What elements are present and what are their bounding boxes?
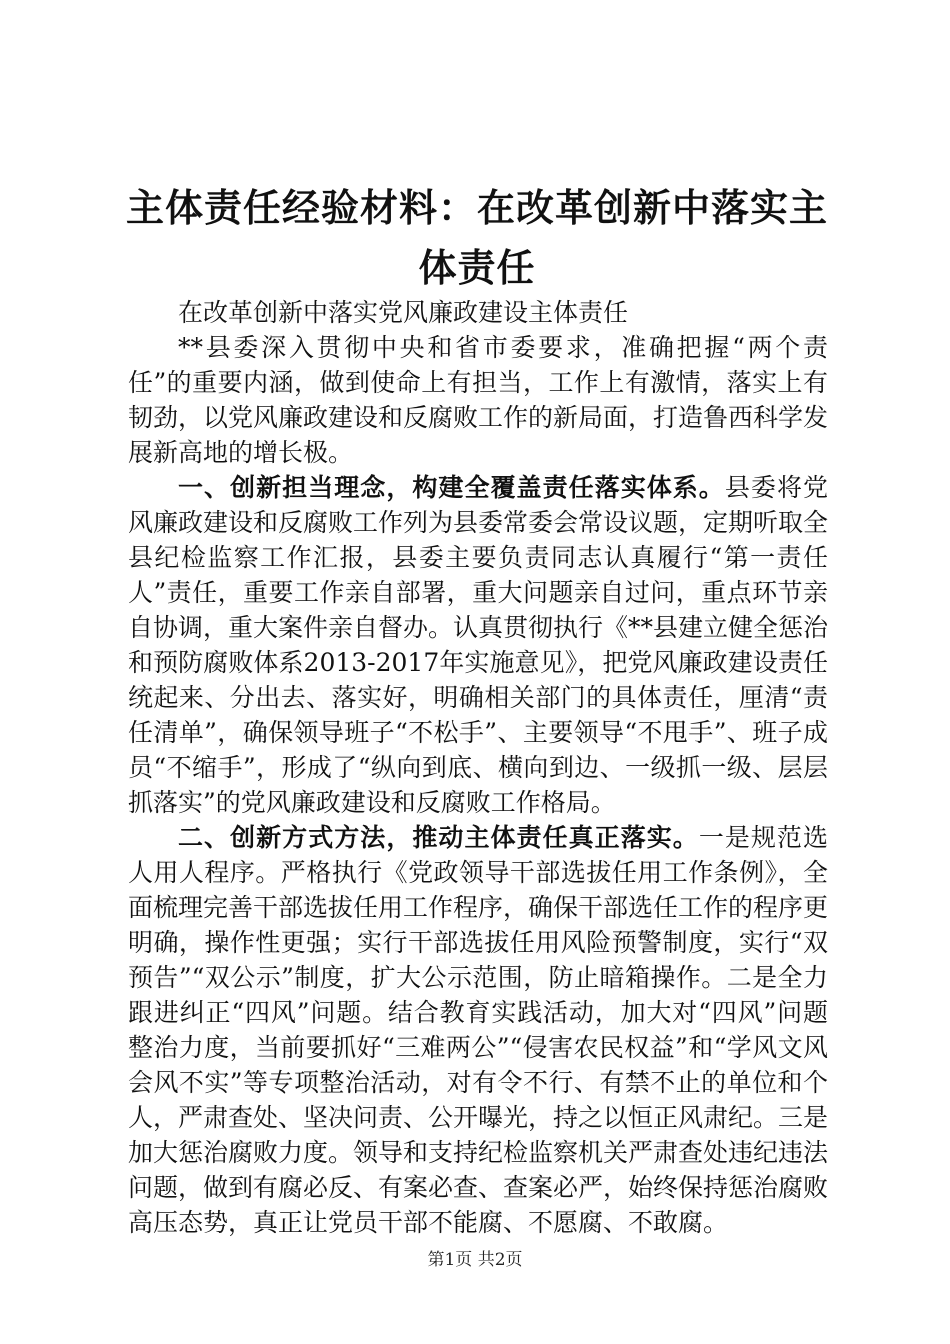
section-paragraph-1 xyxy=(128,470,828,820)
section-text-1: 县委将党风廉政建设和反腐败工作列为县委常委会常设议题，定期听取全县纪检监察工作汇报，县委主要负责同志认真履行“第一责任人”责任，重要工作亲自部署，重大问题亲自过问，重点环节亲自协调，重大案件亲自督办。认真贯彻执行《**县建立健全惩治和预防腐败体系2013-2017年实施意见》，把党风廉政建设责任统起来、分出去、落实好，明确相关部门的具体责任，厘清“责任清单”，确保领导班子“不松手”、主要领导“不甩手”、班子成员“不缩手”，形成了“纵向到底、横向到边、一级抓一级、层层抓落实”的党风廉政建设和反腐败工作格局。 xyxy=(128,473,829,817)
section-paragraph-2 xyxy=(128,820,828,1240)
intro-paragraph: **县委深入贯彻中央和省市委要求，准确把握“两个责任”的重要内涵，做到使命上有担当，工作上有激情，落实上有韧劲，以党风廉政建设和反腐败工作的新局面，打造鲁西科学发展新高地的增长极。 xyxy=(128,333,829,467)
section-heading-2: 二、创新方式方法，推动主体责任真正落实。 xyxy=(178,823,699,852)
section-heading-1: 一、创新担当理念，构建全覆盖责任落实体系。 xyxy=(178,473,725,502)
section-text-2: 一是规范选人用人程序。严格执行《党政领导干部选拔任用工作条例》，全面梳理完善干部选拔任用工作程序，确保干部选任工作的程序更明确，操作性更强；实行干部选拔任用风险预警制度，实行“双预告”“双公示”制度，扩大公示范围，防止暗箱操作。二是全力跟进纠正“四风”问题。结合教育实践活动，加大对“四风”问题整治力度，当前要抓好“三难两公”“侵害农民权益”和“学风文风会风不实”等专项整治活动，对有令不行、有禁不止的单位和个人，严肃查处、坚决问责、公开曝光，持之以恒正风肃纪。三是加大惩治腐败力度。领导和支持纪检监察机关严肃查处违纪违法问题，做到有腐必反、有案必查、查案必严，始终保持惩治腐败高压态势，真正让党员干部不能腐、不愿腐、不敢腐。 xyxy=(128,823,829,1237)
page-number-footer: 第1页 共2页 xyxy=(427,1250,523,1270)
document-body xyxy=(128,295,828,1240)
document-title: 主体责任经验材料：在改革创新中落实主体责任 xyxy=(125,185,828,290)
document-subtitle: 在改革创新中落实党风廉政建设主体责任 xyxy=(178,298,629,327)
